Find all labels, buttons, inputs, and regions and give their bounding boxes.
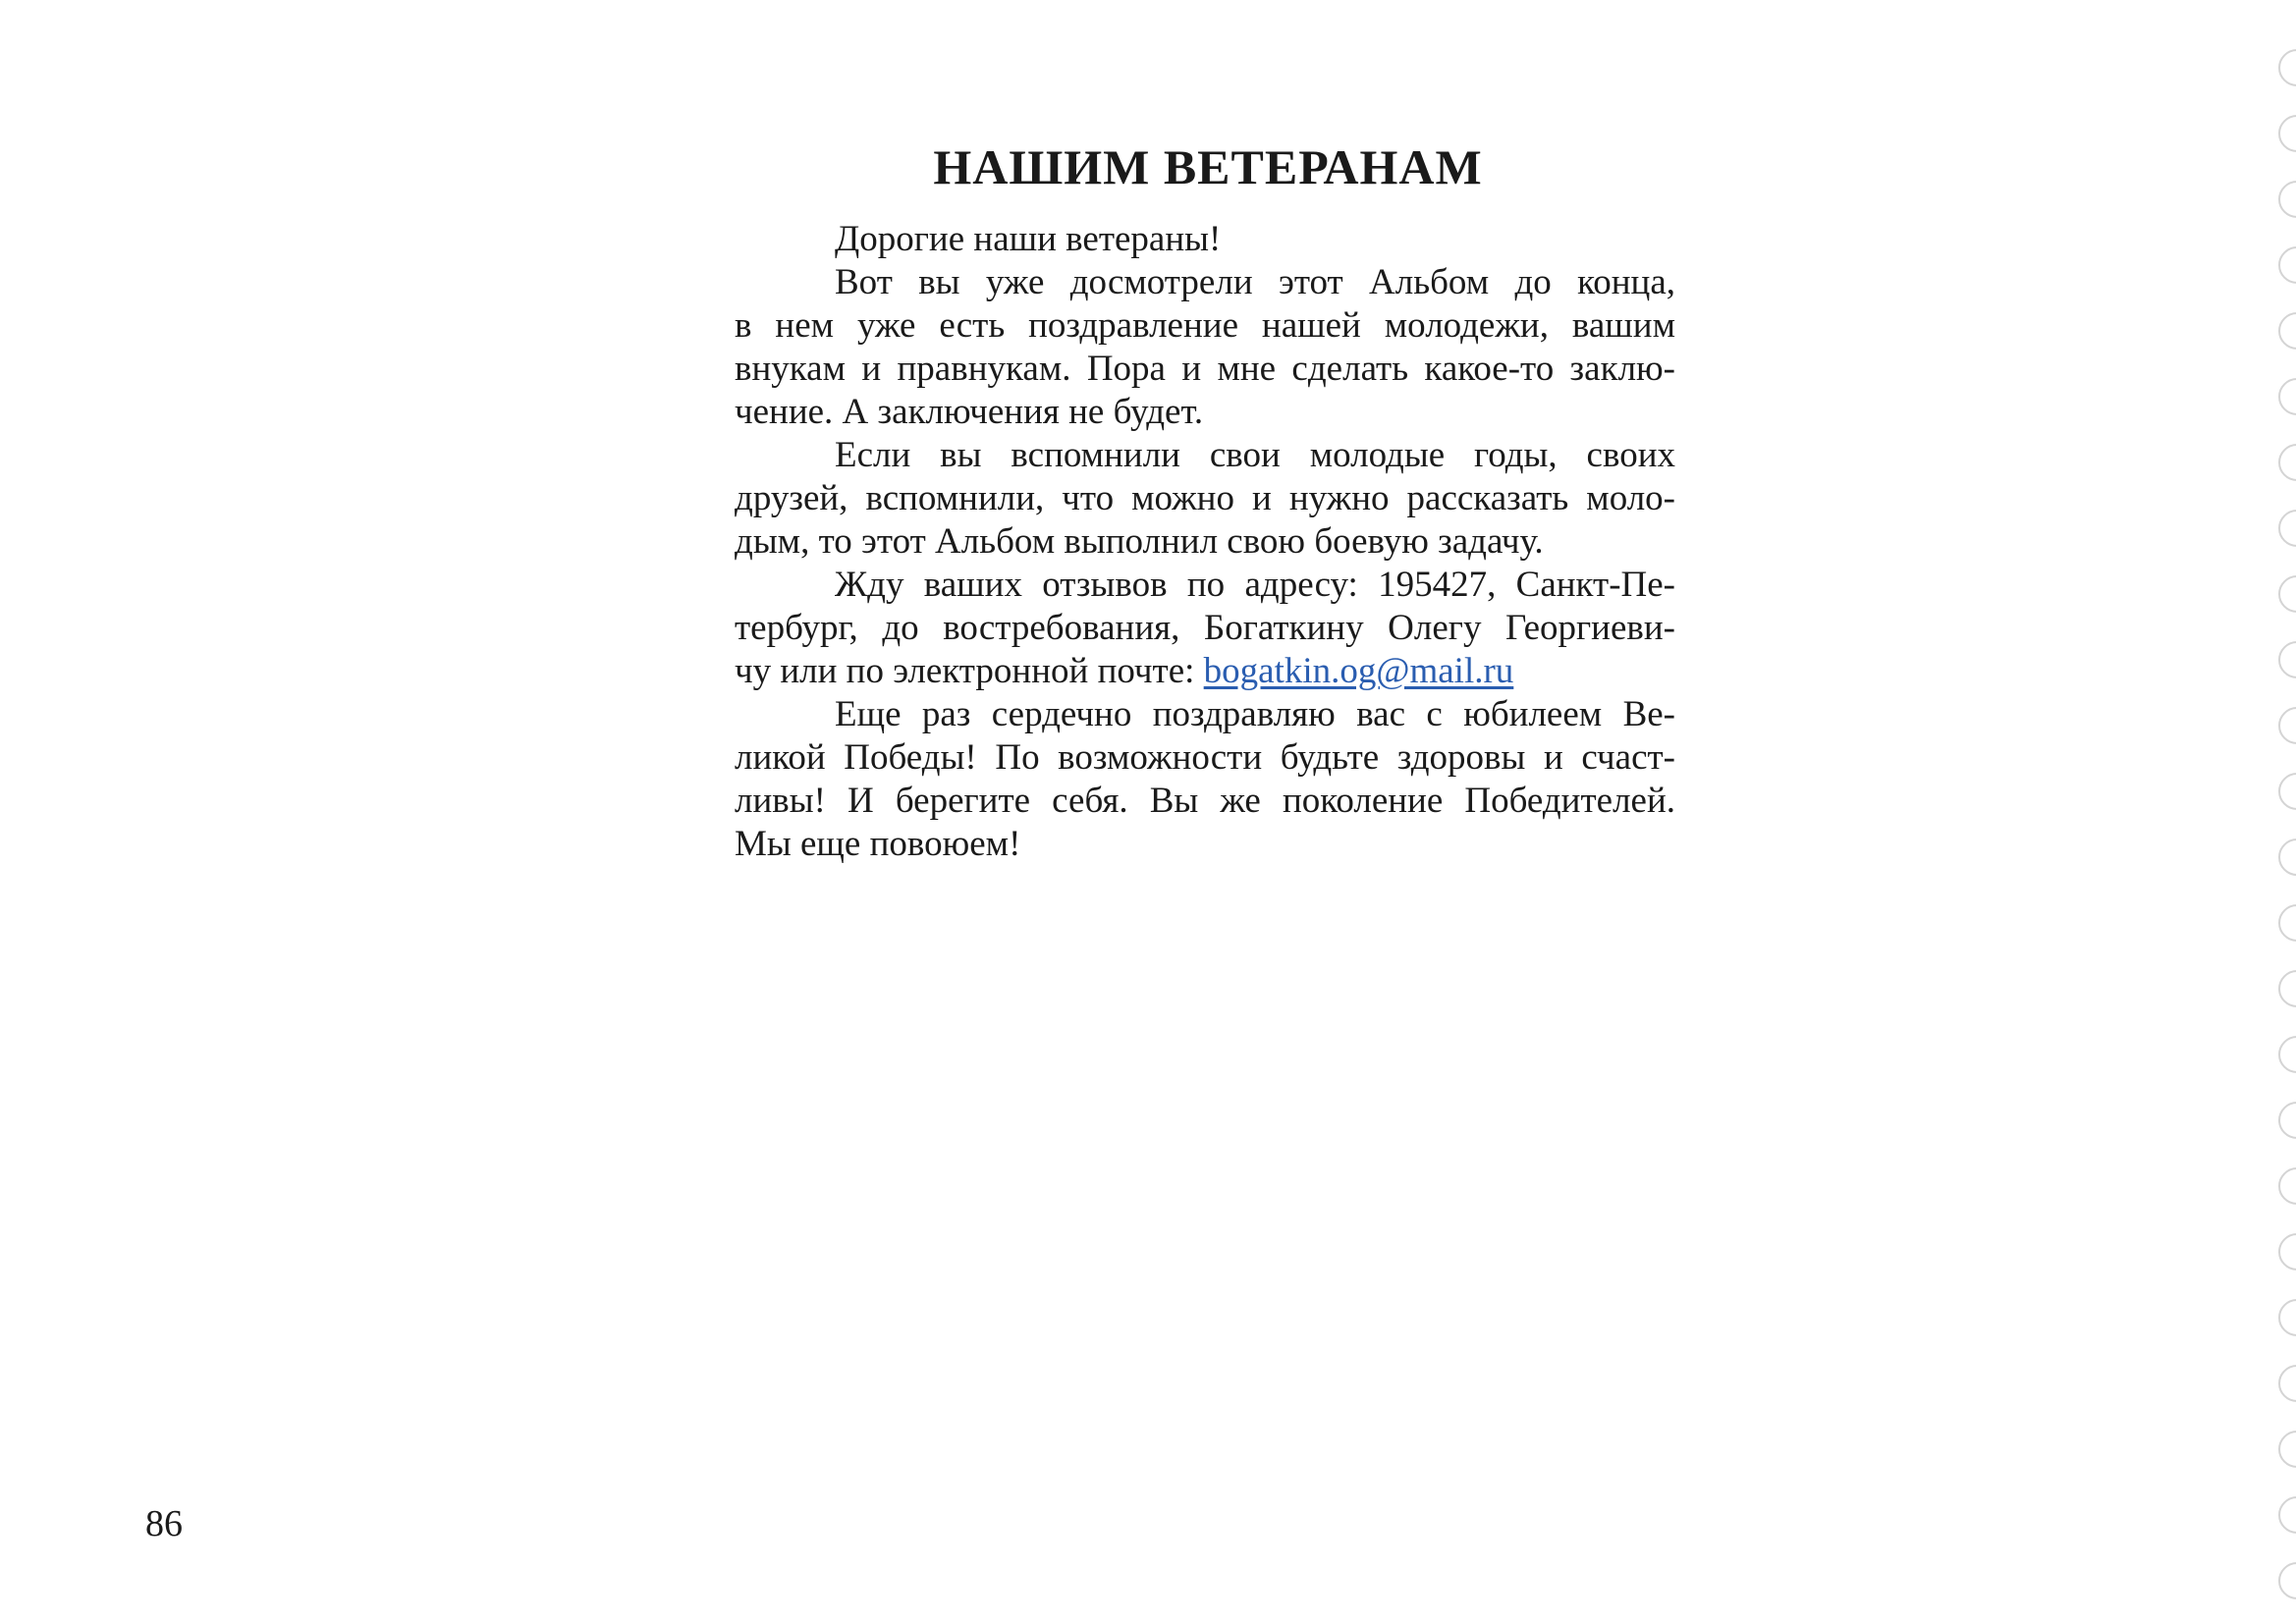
binding-hole	[2278, 312, 2296, 350]
email-link[interactable]: bogatkin.og@mail.ru	[1203, 651, 1514, 691]
text-line: Если вы вспомнили свои молодые годы, своих	[835, 435, 1675, 475]
binding-hole	[2278, 1365, 2296, 1402]
binding-hole	[2278, 246, 2296, 284]
text-line: внукам и правнукам. Пора и мне сделать какое-то заклю-	[735, 349, 1675, 389]
binding-hole	[2278, 1562, 2296, 1599]
binding-hole	[2278, 1299, 2296, 1336]
binding-hole	[2278, 1167, 2296, 1205]
text-line: Еще раз сердечно поздравляю вас с юбилеем Ве-	[835, 694, 1675, 734]
binding-hole	[2278, 773, 2296, 810]
page-number: 86	[145, 1503, 183, 1544]
greeting-line: Дорогие наши ветераны!	[835, 219, 1222, 259]
binding-hole	[2278, 510, 2296, 547]
binding-hole	[2278, 378, 2296, 415]
letter-body	[735, 218, 1675, 866]
text-line: чу или по электронной почте: bogatkin.og@mail.ru	[735, 651, 1514, 691]
text-line: ливы! И берегите себя. Вы же поколение Победителей.	[735, 781, 1675, 821]
binding-hole	[2278, 839, 2296, 876]
binding-hole	[2278, 1431, 2296, 1468]
binding-hole	[2278, 1496, 2296, 1534]
binding-hole	[2278, 641, 2296, 678]
text-line: в нем уже есть поздравление нашей молодежи, вашим	[735, 305, 1675, 346]
text-line: друзей, вспомнили, что можно и нужно рассказать моло-	[735, 478, 1675, 518]
text-line: чение. А заключения не будет.	[735, 392, 1204, 432]
binding-hole	[2278, 181, 2296, 218]
binding-hole	[2278, 49, 2296, 86]
binding-hole	[2278, 970, 2296, 1007]
binding-hole	[2278, 1102, 2296, 1139]
binding-hole	[2278, 707, 2296, 744]
text-line: Мы еще повоюем!	[735, 824, 1021, 864]
page-title: НАШИМ ВЕТЕРАНАМ	[933, 139, 1483, 194]
text-line: Вот вы уже досмотрели этот Альбом до конца,	[835, 262, 1675, 302]
text-line: тербург, до востребования, Богаткину Олегу Георгиеви-	[735, 608, 1675, 648]
text-line: Жду ваших отзывов по адресу: 195427, Санкт-Пе-	[835, 565, 1675, 605]
text-line: дым, то этот Альбом выполнил свою боевую задачу.	[735, 521, 1544, 562]
binding-hole	[2278, 444, 2296, 481]
binding-holes	[2272, 49, 2296, 1620]
binding-hole	[2278, 115, 2296, 152]
binding-hole	[2278, 1036, 2296, 1073]
binding-hole	[2278, 904, 2296, 942]
binding-hole	[2278, 575, 2296, 613]
text-line: ликой Победы! По возможности будьте здоровы и счаст-	[735, 737, 1675, 778]
binding-hole	[2278, 1233, 2296, 1271]
